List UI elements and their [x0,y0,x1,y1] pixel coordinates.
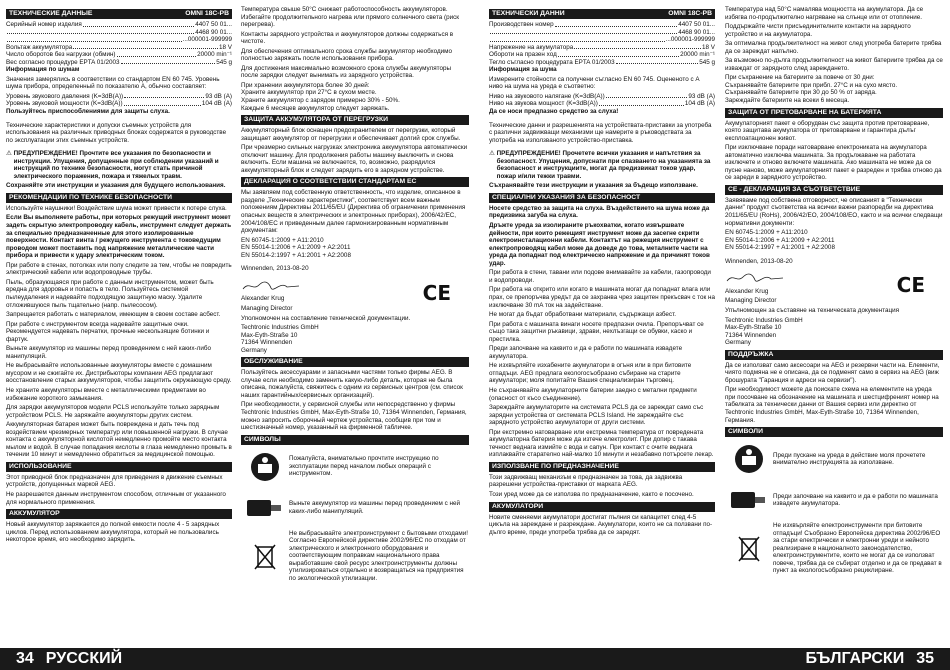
symbol-row-battery [241,489,469,527]
ce-norms: EN 60745-1:2009 + A11:2010 EN 55014-1:2006 + A1:2009 + A2:2011 EN 55014-2:1997 + A1:2001 + A2:2008 [725,229,835,252]
read-manual-icon [241,452,289,482]
symbol-weee-text: Не выбрасывайте электроинструмент с бытовыми отходами! Согласно Европейской директиве 2002/96/EC по отходам от электрического и электронного оборудования и соответствующим поправкам национального права выработавшие свой ресурс электроинструменты должны утилизироваться отдельно и возвращаться на предприятия по экологической утилизации. [289,529,469,582]
right-column-1 [489,6,715,538]
safety-p1: Используйте наушники! Воздействие шума может привести к потере слуха. [6,204,227,212]
spec-row [489,59,715,67]
safety-p10: Зареждайте акумулаторите на системата PCLS да се зареждат само със зарядни устройства от системата PCLS Island. Не зареждайте със зарядното устройство акумулатори от други системи. [489,404,704,427]
spec-value: 18 V [702,43,715,51]
spec-value: 4407 50 01... [678,21,715,28]
symbols-header: СИМВОЛИ [725,427,943,437]
remove-battery-icon [725,485,773,515]
spec-label: Вольтаж аккумулятора [6,43,73,51]
spec-row [6,21,232,29]
spec-row [489,51,715,59]
safety-p6: При работе с инструментом всегда надевайте защитные очки. Рекомендуется надевать перчатки, прочные нескользящие ботинки и фартук. [6,320,210,343]
symbol-manual-text: Преди пускане на уреда в действие моля прочетете внимателно инструкцията за използване. [773,451,926,467]
safety-p9: Не храните аккумуляторы вместе с металлическими предметами во избежание короткого замыкания. [6,386,206,402]
noise-bold: Да се носи предпазно средство за слуха! [489,108,619,116]
symbol-row-manual [725,440,943,478]
right-footer [475,648,950,670]
spec-row [6,36,232,44]
spec-label: Ниво на звуковото налягане (K=3dB(A)) [489,92,605,100]
spec-value: 4407 50 01... [195,21,232,28]
right-column-2 [725,6,943,578]
spec-row [489,21,715,29]
noise-table [489,93,715,108]
crossed-bin-icon [241,541,289,571]
left-column-1 [6,6,232,546]
ce-place-date: Winnenden, 2013-08-20 [241,265,309,273]
use-text: Този задвижващ механизъм е предназначен за това, да задвижва разрешени устройства-приставки от марката AEG. [489,473,683,489]
overload-header: ЗАЩИТА ОТ ПРЕТОВАРВАНЕ НА БАТЕРИЯТА [725,108,943,118]
noise-bold: Пользуйтесь приспособлениями для защиты слуха. [6,108,170,116]
spec-row [6,100,232,108]
symbol-row-weee [725,522,943,575]
spec-value: 4468 90 01... [678,28,715,36]
use-header: ИЗПОЛЗВАНЕ ПО ПРЕДНАЗНАЧЕНИЕ [489,462,715,472]
spec-value: 20000 min⁻¹ [197,51,232,59]
safety-p5: Не могат да бъдат обработвани материали, съдържащи азбест. [489,311,677,319]
overload-p1: Акумулаторният пакет е оборудван със защита против претоварване, която защитава акумулатора от претоварване и гарантира дълъг експлоатационен живот. [725,119,930,142]
service-p1: Пользуйтесь аксессуарами и запасными частями только фирмы AEG. В случае если необходимо заменить какую-либо деталь, которая не была описана, пожалуйста, свяжитесь с одним из сервисных центров (см. список наших гарантийных/сервисных организаций). [241,369,463,399]
spec-value: 93 dB (A) [205,92,232,100]
warning-save: Съхранявайте тези инструкции и указания за бъдещо използване. [489,182,698,190]
battery-text: Новите сменяеми акумулатори достигат пълния си капацитет след 4-5 цикъла на зареждане и разреждане. Акумулатори, които не са ползвани по-дълго време, преди употреба трябва да се заредят. [489,513,713,536]
page-number: 34 [16,650,34,668]
spec-value: 545 g [216,58,232,66]
spec-label: Обороти на празен ход [489,51,557,59]
noise-text: Измерените стойности са получени съгласно EN 60 745. Оцененото с А ниво на шума на уреда е съответно: [489,75,700,91]
spec-row [6,51,232,59]
spec-row [489,93,715,101]
safety-p11: При екстремно натоварване или екстремна температура от повредената акумулаторна батерия може да изтече електролит. При допир с такава течност веднага измийте с вода и сапун. При контакт с очите веднага изплаквайте старателно най-малко 10 минути и незабавно потърсете лекар. [489,428,714,459]
signer-role: Managing Director [725,297,777,305]
safety-p3: При работа в стени, тавани или подове внимавайте за кабели, газопроводи и водопроводи. [489,269,711,284]
warning-block: ⚠ ПРЕДУПРЕЖДЕНИЕ! Прочтите все указания по безопасности и инструкции. Упущения, допущенные при соблюдении указаний и инструкций по технике безопасности, могут стать причиной электрического поражения, пожара и тяжелых травм. [6,150,219,180]
spec-row [489,100,715,108]
spec-row [489,29,715,37]
spec-value: 545 g [699,58,715,66]
ce-text: Мы заявляем под собственную ответственность, что изделие, описанное в разделе „Технические характеристики", соответствует всем важным положениям Директивы 2011/65/EU (Директива об ограничении применения опасных веществ в электрических и электронных приборах), 2006/42/EC, 2004/108/EC и приведенным далее гармонизированным нормативным документам: [241,189,466,235]
col2-p3: Для обеспечения оптимального срока службы аккумулятор необходимо полностью заряжать после использования прибора. [241,47,452,63]
service-header: ОБСЛУЖИВАНИЕ [241,357,469,367]
spec-value: 93 dB (A) [688,92,715,100]
noise-text: Значения замерялись в соответствии со стандартом EN 60 745. Уровень шума прибора, определенный по показателю А, обычно составляет: [6,75,220,91]
safety-p8: Не выбрасывайте использованные аккумуляторы вместе с домашним мусором и не сжигайте их. Дистрибьюторы компании AEG предлагают восстановление старых аккумуляторов, чтобы защитить окружающую среду. [6,362,232,385]
spec-value: 104 dB (A) [684,100,715,108]
spec-row [6,59,232,67]
ce-mark: CE [896,273,925,298]
ce-header: СЕ - ДЕКЛАРАЦИЯ ЗА СЪОТВЕТСТВИЕ [725,185,943,195]
tech-data-header: ТЕХНИЧЕСКИЕ ДАННЫЕ OMNI 18C-PB [6,9,232,19]
signer-name: Alexander Krug [241,295,285,303]
ce-company: Techtronic Industries GmbH Max-Eyth-Straße 10 71364 Winnenden Germany [725,316,803,347]
warning-save: Сохраняйте эти инструкции и указания для будущего использования. [6,182,226,190]
symbol-row-manual [241,448,469,486]
signature-icon [725,271,785,285]
service-p2: При необходимости, у сервисной службы или непосредственно у фирмы Techtronic Industries GmbH, Max-Eyth-Straße 10, 71364 Winnenden, Германия, можно запросить сборочный чертеж устройства, сообщив при том и шестизначный номер, указанный на фирменной табличке. [241,401,467,432]
signature-block [241,279,469,315]
spec-label: Напрежение на акумулатора [489,43,574,51]
col2-p3: За оптимална продължителност на живот след употреба батерите трябва да се зареждат напълно. [725,40,942,55]
spec-table [6,21,232,66]
warning-block: ⚠ ПРЕДУПРЕЖДЕНИЕ! Прочетете всички указания и напътствия за безопасност. Упущения, допуснати при спазването на указанията за безопасност и инструкциите, могат да предизвикат токов удар, пожар и/или тежки травми. [489,150,711,180]
ce-mark: CE [422,280,451,305]
overload-p2: При изключване поради натоварване електрониката на акумулатора автоматично изключва машината. За продължаване на работата изключете и отново включете машината. Ако машината не може да се пусне наново, може акумулаторният пакет е разреден и трябва отново да се зареди в зарядното устройство. [725,144,942,182]
safety-p10: Для зарядки аккумуляторов модели PCLS используйте только зарядным устройством PCLS. Не заряжайте аккумуляторы других систем. [6,404,220,419]
col2-p4: За възможно по-дълга продължителност на живот батериите трябва да се изваждат от зарядното след зареждането. [725,57,943,72]
symbol-row-weee [241,530,469,583]
use-text2: Този уред може да се използва по предназначение, както е посочено. [489,490,694,498]
col2-p1: Температура над 50°C намалява мощността на акумулатора. Да се избягва по-продължително нагряване на слънце или от отопление. [725,6,924,21]
ce-place-date: Winnenden, 2013-08-20 [725,257,793,265]
battery-text: Новый аккумулятор заряжается до полной емкости после 4 - 5 зарядных циклов. Перед использованием аккумулятора, который не пользовались некоторое время, его необходимо зарядить. [6,521,220,544]
signature-icon [241,279,301,293]
use-text: Этот приводной блок предназначен для приведения в движение съемных устройств, допущенных маркой AEG. [6,473,223,489]
spec-table [489,21,715,66]
spec-row [489,44,715,52]
col2-p5: При хранении аккумулятора более 30 дней: Храните аккумулятор при 27°C в сухом месте. Храните аккумулятор с зарядом примерно 30% - 50%. Каждые 6 месяцев аккумулятор следует заряжать. [241,81,400,112]
spec-label: Производствен номер [489,21,554,28]
spec-row [6,29,232,37]
ce-auth: Уполномочен на составление технической документации. [241,314,411,322]
right-page [475,0,950,670]
remove-battery-icon [241,493,289,523]
use-header: ИСПОЛЬЗОВАНИЕ [6,462,232,472]
warning-icon: ⚠ [489,150,495,158]
safety-p3: При работе в стенах, потолках или полу следите за тем, чтобы не повредить электрический кабели или водопроводные трубы. [6,261,232,277]
battery-header: АКУМУЛАТОРИ [489,502,715,512]
service-p2: При необходимост можете да поискате схема на елементите на уреда при посочване на обозначение на машината и шестцифреният номер на табелката за технически данни от Вашия сервиз или директно от Techtronic Industries GmbH, Max-Eyth-Straße 10, 71364 Winnenden, Германия. [725,386,939,424]
left-footer [0,648,475,670]
safety-header: СПЕЦИАЛНИ УКАЗАНИЯ ЗА БЕЗОПАСНОСТ [489,193,715,203]
safety-p1: Носете средство за защита на слуха. Въздействието на шума може да предизвика загуба на слуха. [489,204,710,220]
crossed-bin-icon [725,533,773,563]
safety-p7: Выньте аккумулятор из машины перед проведением с ней каких-либо манипуляций. [6,345,211,360]
safety-p4: При работа на открито или когато в машината могат да попаднат влага или прах, се препоръчва уредът да се захранва чрез защитен прекъсвач с ток на изключване 30 mA ток на задействане. [489,286,715,309]
spec-label: Ниво на звукова мощност (K=3dB(A)) [489,100,598,108]
col2-p5: При съхранение на батериите за повече от 30 дни: Съхранявайте батериите при прибл. 27°C и на сухо място. Съхранявайте батериите при 30 до 50 % от заряда. Зареждайте батериите на всеки 6 месеца. [725,74,898,105]
use-text2: Не разрешается данным инструментом способом, отличным от указанного для нормального применения. [6,490,226,506]
symbol-weee-text: Не изхвърляйте електроинструменти при битовите отпадъци! Съобразно Европейска директива 2002/96/EO за стари електрически и електронни уреди и нейното реализиране в националното законодателство, електроинструментите, които не могат да се използват повече, трябва да се събират отделно и да се предават в пункт за екологосъобразно рециклиране. [773,522,942,575]
safety-p7: Преди започване на каквито и да е работи по машината извадете акумулатора. [489,345,683,360]
symbol-row-battery [725,481,943,519]
overload-p1: Аккумуляторный блок оснащен предохранителем от перегрузки, который защищает аккумулятор от перегрузки и обеспечивает долгий срок службы. [241,127,461,142]
spec-label: Уровень звуковой мощности (K=3dB(A)) [6,100,123,108]
spec-label: Вес согласно процедуре EPTA 01/2003 [6,58,120,66]
ce-norms: EN 60745-1:2009 + A11:2010 EN 55014-1:2006 + A1:2009 + A2:2011 EN 55014-2:1997 + A1:2001 + A2:2008 [241,236,351,259]
col2-p2: Контакты зарядного устройства и аккумуляторов должны содержаться в чистоте. [241,30,454,46]
spec-row [6,93,232,101]
safety-p4: Пыль, образующаяся при работе с данным инструментом, может быть вредна для здоровья и попасть в тело. Пользуйтесь системой пылеудаления и надевайте подходящую защитную маску. Удалите отложившуюся пыль тщательно (напр. пылесосом). [6,278,214,309]
language-label: БЪЛГАРСКИ [805,650,905,668]
col2-p2: Поддържайте чисти присъединителните контакти на зарядното устройство и на акумулатора. [725,23,911,38]
signature-block [725,271,943,307]
safety-p6: При работа с машината винаги носете предпазни очила. Препоръчват се също така защитни ръкавици, здрави, нехлъзгащи се обувки, каско и престилка. [489,320,704,343]
battery-header: АККУМУЛЯТОР [6,509,232,519]
safety-p11: Аккумуляторная батарея может быть повреждена и дать течь под воздействием чрезмерных температур или повышенной нагрузки. В случае контакта с аккумуляторной кислотой немедленно промойте место контакта мылом и водой. В случае попадания кислоты в глаза немедленно промыть в течении 10 минут и немедленно обратиться за медицинской помощью. [6,421,232,459]
symbol-manual-text: Пожалуйста, внимательно прочтите инструкцию по эксплуатации перед началом любых операций с инструментом. [289,455,439,478]
spec-label: Уровень звукового давления (K=3dB(A)) [6,92,124,100]
safety-p2: Если Вы выполняете работы, при которых режущий инструмент может задеть скрытую электропроводку кабель, инструмент следует держать за специально предназначенные для этого изолированные поверхности. Контакт винта / режущего инструмента с токоведущим проводом может поставить под напряжение металлические части прибора и привести к удару электрическим током. [6,214,232,260]
page-number: 35 [916,650,934,668]
ce-company: Techtronic Industries GmbH Max-Eyth-Straße 10 71364 Winnenden Germany [241,324,319,354]
safety-p8: Не изхвърляйте изхабените акумулатори в огъня или в при битовите отпадъци. AEG предлага екологосъобразно събиране на старите акумулатори; моля попитайте Вашия специализиран търговец. [489,362,692,385]
signer-role: Managing Director [241,304,293,312]
ce-header: ДЕКЛАРАЦИЯ О СООТВЕТСТВИИ СТАНДАРТАМ ЕС [241,177,469,187]
col2-p4: Для достижения максимально возможного срока службы аккумуляторы после зарядки следует вынимать из зарядного устройства. [241,64,451,80]
warning-icon: ⚠ [6,150,12,158]
read-manual-icon [725,444,773,474]
language-label: РУССКИЙ [45,650,123,668]
spec-value: 20000 min⁻¹ [680,51,715,59]
signer-name: Alexander Krug [725,287,769,295]
left-column-2 [241,6,469,585]
overload-p2: При чрезмерно сильных нагрузках электроника аккумулятора автоматически отключит машину. Для продолжения работы машину выключить и снова включить. Если машина не включается, то, возможно, разрядился аккумуляторный блок и следует зарядить его в зарядном устройстве. [241,144,468,174]
noise-title: Информация по шумам [6,66,80,74]
symbol-battery-text: Преди започване на каквито и да е работи по машината извадете акумулатора. [773,492,938,508]
spec-label: Серийный номер изделия [6,21,82,28]
noise-title: Информация за шума [489,66,557,74]
safety-header: РЕКОМЕНДАЦИИ ПО ТЕХНИКЕ БЕЗОПАСНОСТИ [6,193,232,203]
ce-text: Заявяваме под собствена отговорност, че описаният в "Технически данни" продукт съответства на всички важни разпоредби на директива 2011/65/EU (RoHs), 2006/42/EO, 2004/108/EO, както и на всички следващи нормативни документи: [725,196,943,227]
ce-auth: Упълномощен за съставяне на техническата документация [725,306,900,314]
noise-table [6,93,232,108]
safety-p2: Дръжте уреда за изолираните ръкохватки, когато извършвате дейности, при които режещият инструмент може да засегне скрити електроинсталационни кабели. Контактът на режещия инструмент с електропроводящ кабел може да доведе до това, металните части на уреда да попаднат под електрическо напрежение и да причинят токов удар. [489,222,710,267]
service-header: ПОДДРЪЖКА [725,350,943,360]
spec-value: ...000001-999999 [182,36,232,44]
tech-note: Технические характеристики и допуски съемных устройств для использования на различных приводных блоках содержатся в руководстве по эксплуатации этих съемных устройств. [6,121,227,144]
spec-value: ...000001-999999 [665,36,715,44]
spec-value: 104 dB (A) [201,100,232,108]
tech-note: Технические данни и разрешенията на устройствата-приставки за употреба с различни задвижващи механизми ще намерите в ръководствата за употреба на използваното устройство-приставка. [489,121,712,144]
safety-p9: Не съхранявайте акумулаторните батерии заедно с метални предмети (опасност от късо съединение). [489,386,697,402]
tech-data-header: ТЕХНИЧЕСКИ ДАННИ OMNI 18C-PB [489,9,715,19]
spec-label: Число оборотов без нагрузки (обмин) [6,51,116,59]
service-p1: Да се използват само аксесоари на AEG и резервни части на. Елементи, чиято подмяна не е описана, да се подменят само в сервиз на AEG (виж брошурата "Гаранция и адреси на сервизи"). [725,361,940,384]
spec-row [6,44,232,52]
spec-value: 4468 90 01... [195,28,232,36]
symbol-battery-text: Выньте аккумулятор из машины перед проведением с ней каких-либо манипуляций. [289,500,460,515]
spec-row [489,36,715,44]
spec-value: 18 V [219,43,232,51]
safety-p5: Запрещается работать с материалом, имеющим в своем составе асбест. [6,311,221,319]
symbols-header: СИМВОЛЫ [241,435,469,445]
col2-p1: Температура свыше 50°C снижает работоспособность аккумуляторов. Избегайте продолжительного нагрева или прямого солнечного света (риск перегрева). [241,6,460,29]
spec-label: Тегло съгласно процедурата EPTA 01/2003 [489,58,615,66]
overload-header: ЗАЩИТА АККУМУЛЯТОРА ОТ ПЕРЕГРУЗКИ [241,115,469,125]
